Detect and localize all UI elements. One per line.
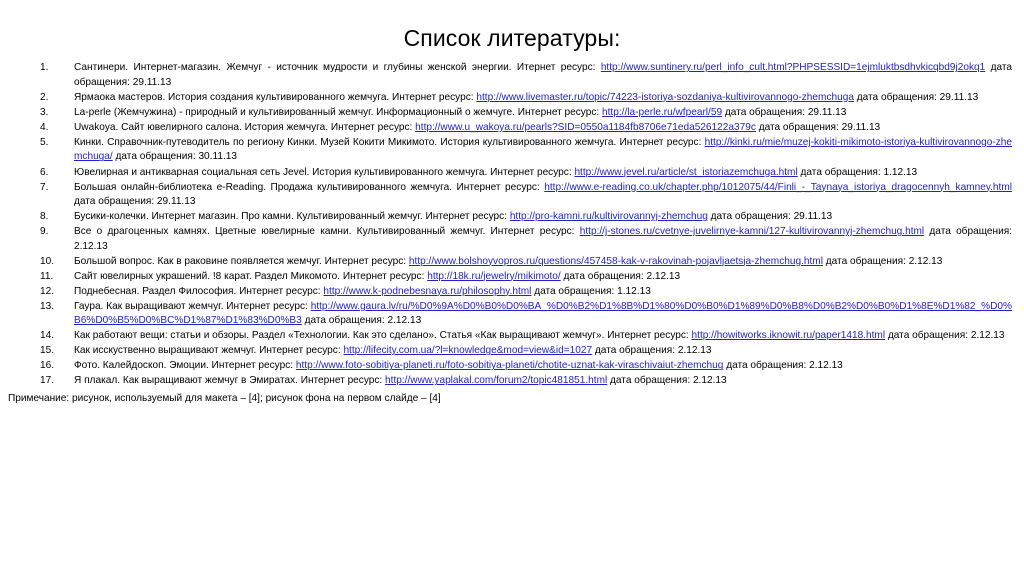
list-item-number: 6. xyxy=(40,166,49,178)
reference-link[interactable]: http://www.u_wakoya.ru/pearls?SID=0550a1184fb8706e71eda526122a379c xyxy=(415,121,756,133)
list-item-text xyxy=(74,121,1012,136)
list-item-number: 11. xyxy=(40,270,54,282)
citation-text: Большая онлайн-библиотека e-Reading. Продажа культивированного жемчуга. Интернет ресурс: xyxy=(74,181,545,193)
citation-text: Кинки. Справочник-путеводитель по региону Кинки. Музей Кокити Микимото. История культивированного жемчуга. Интернет ресурс: xyxy=(74,136,705,148)
citation-text: Сайт ювелирных украшений. !8 карат. Раздел Микомото. Интернет ресурс: xyxy=(74,270,428,282)
access-date-text: дата обращения: 30.11.13 xyxy=(112,151,237,163)
list-item-text xyxy=(74,225,1012,254)
page-title: Список литературы: xyxy=(403,25,621,51)
list-item-text xyxy=(74,329,1012,344)
list-item xyxy=(40,359,1012,374)
list-item-number: 7. xyxy=(40,181,49,193)
reference-link[interactable]: http://www.k-podnebesnaya.ru/philosophy.html xyxy=(323,285,532,297)
list-item xyxy=(40,91,1012,106)
list-item-number: 10. xyxy=(40,255,55,267)
list-item xyxy=(40,225,1012,254)
list-item-text xyxy=(74,136,1012,165)
citation-text: Как работают вещи: статьи и обзоры. Раздел «Технологии. Как это сделано». Статья «Как выращивают жемчуг». Интернет ресурс: xyxy=(74,330,692,342)
list-item-number: 15. xyxy=(40,345,55,357)
citation-text: Как исскуственно выращивают жемчуг. Интернет ресурс: xyxy=(74,345,344,357)
access-date-text: дата обращения: 2.12.13 xyxy=(822,255,943,267)
reference-link[interactable]: http://howitworks.iknowit.ru/paper1418.html xyxy=(691,330,886,342)
access-date-text: дата обращения: 29.11.13 xyxy=(707,211,833,223)
list-item-number: 3. xyxy=(40,106,49,118)
list-item xyxy=(40,210,1012,225)
citation-text: Поднебесная. Раздел Философия. Интернет ресурс: xyxy=(74,285,324,297)
list-item-number: 12. xyxy=(40,285,55,297)
reference-link[interactable]: http://www.yaplakal.com/forum2/topic481851.html xyxy=(385,375,608,387)
list-item xyxy=(40,61,1012,90)
list-item-text xyxy=(74,285,1012,300)
access-date-text: дата обращения: 2.12.13 xyxy=(592,345,712,357)
reference-link[interactable]: http://la-perle.ru/wfpearl/59 xyxy=(602,106,723,118)
list-item-number: 4. xyxy=(40,121,49,133)
reference-link[interactable]: http://lifecity.com.ua/?l=knowledge&mod=view&id=1027 xyxy=(343,345,593,357)
access-date-text: дата обращения: 29.11.13 xyxy=(755,121,881,133)
list-item-text xyxy=(74,344,1012,359)
list-item-text xyxy=(74,91,1012,106)
list-item xyxy=(40,121,1012,136)
list-item-number: 14. xyxy=(40,330,55,342)
note-text: Примечание: рисунок, используемый для макета – [4]; рисунок фона на первом слайде – [4] xyxy=(8,393,441,405)
reference-list xyxy=(0,61,1024,389)
reference-link[interactable]: http://kinki.ru/mie/muzej-kokiti-mikimoto-istoriya-kultivirovannogo-zhemchuga/ xyxy=(74,136,1012,163)
list-item-text xyxy=(74,166,1012,181)
list-item-number: 1. xyxy=(40,62,49,74)
citation-text: Гаура. Как выращивают жемчуг. Интернет ресурс: xyxy=(74,300,311,312)
access-date-text: дата обращения: 1.12.13 xyxy=(797,166,918,178)
list-item-number: 9. xyxy=(40,226,49,238)
access-date-text: дата обращения: 2.12.13 xyxy=(560,270,681,282)
access-date-text: дата обращения: 29.11.13 xyxy=(722,106,847,118)
reference-link[interactable]: http://www.suntinery.ru/perl_info_cult.html?PHPSESSID=1ejmluktbsdhvkicqbd9j2okq1 xyxy=(600,62,986,74)
reference-link[interactable]: http://18k.ru/jewelry/mikimoto/ xyxy=(427,270,561,282)
list-item xyxy=(40,285,1012,300)
list-item xyxy=(40,270,1012,285)
list-item xyxy=(40,255,1012,270)
reference-link[interactable]: http://www.livemaster.ru/topic/74223-istoriya-sozdaniya-kultivirovannogo-zhemchuga xyxy=(476,91,854,103)
reference-link[interactable]: http://pro-kamni.ru/kultivirovannyj-zhemchug xyxy=(509,211,708,223)
access-date-text: дата обращения: 2.12.13 xyxy=(723,360,843,372)
access-date-text: дата обращения: 29.11.13 xyxy=(853,91,979,103)
access-date-text: дата обращения: 2.12.13 xyxy=(301,315,422,327)
access-date-text: дата обращения: 2.12.13 xyxy=(885,330,1005,342)
citation-text: Все о драгоценных камнях. Цветные ювелирные камни. Культивированный жемчуг. Интернет ресурс: xyxy=(74,226,580,238)
list-item-text xyxy=(74,359,1012,374)
list-item xyxy=(40,136,1012,165)
list-item-text xyxy=(74,300,1012,329)
list-item-text xyxy=(74,210,1012,225)
reference-link[interactable]: http://j-stones.ru/cvetnye-juvelirnye-kamni/127-kultivirovannyj-zhemchug.html xyxy=(579,226,925,238)
reference-link[interactable]: http://www.e-reading.co.uk/chapter.php/1012075/44/Finli_-_Taynaya_istoriya_dragocennyh_kamney.html xyxy=(544,181,1012,193)
list-item-number: 13. xyxy=(40,300,55,312)
reference-link[interactable]: http://www.jevel.ru/article/st_istoriazemchuga.html xyxy=(574,166,798,178)
citation-text: La-perle (Жемчужина) - природный и культивированный жемчуг. Информационный о жемчуге. Интернет ресурс: xyxy=(74,106,603,118)
citation-text: Бусики-колечки. Интернет магазин. Про камни. Культивированный жемчуг. Интернет ресурс: xyxy=(74,211,510,223)
access-date-text: дата обращения: 29.11.13 xyxy=(74,62,1013,88)
citation-text: Ювелирная и антикварная социальная сеть Jevel. История культивированного жемчуга. Интернет ресурс: xyxy=(74,166,575,178)
list-item xyxy=(40,106,1012,121)
reference-link[interactable]: http://www.gaura.lv/ru/%D0%9A%D0%B0%D0%BA_%D0%B2%D1%8B%D1%80%D0%B0%D1%89%D0%B8%D0%B2%D0%B0%D1%8E%D1%82_%D0%B6%D0%B5%D0%BC%D1%87%D1%83%D0%B3 xyxy=(74,300,1012,327)
citation-text: Uwakoya. Сайт ювелирного салона. История жемчуга. Интернет ресурс: xyxy=(74,121,416,133)
access-date-text: дата обращения: 29.11.13 xyxy=(74,196,196,208)
list-item-text xyxy=(74,374,1012,389)
citation-text: Сантинери. Интернет-магазин. Жемчуг - источник мудрости и глубины женской энергии. Итернет ресурс: xyxy=(74,62,601,74)
citation-text: Фото. Калейдоскоп. Эмоции. Интернет ресурс: xyxy=(74,360,296,372)
list-item xyxy=(40,181,1012,210)
access-date-text: дата обращения: 1.12.13 xyxy=(531,285,651,297)
list-item xyxy=(40,329,1012,344)
citation-text: Ярмаока мастеров. История создания культивированного жемчуга. Интернет ресурс: xyxy=(74,91,477,103)
list-item-number: 2. xyxy=(40,91,49,103)
citation-text: Большой вопрос. Как в раковине появляется жемчуг. Интернет ресурс: xyxy=(74,255,409,267)
list-item-text xyxy=(74,61,1012,90)
list-item-text xyxy=(74,181,1012,210)
list-item-number: 17. xyxy=(40,375,55,387)
list-item xyxy=(40,166,1012,181)
access-date-text: дата обращения: 2.12.13 xyxy=(74,226,1012,252)
list-item-text xyxy=(74,255,1012,270)
list-item-text xyxy=(74,270,1012,285)
access-date-text: дата обращения: 2.12.13 xyxy=(607,375,727,387)
list-item-number: 16. xyxy=(40,360,55,372)
list-item xyxy=(40,374,1012,389)
reference-link[interactable]: http://www.foto-sobitiya-planeti.ru/foto-sobitiya-planeti/chotite-uznat-kak-viraschivaiut-zhemchug xyxy=(295,360,724,372)
list-item-number: 8. xyxy=(40,211,49,223)
citation-text: Я плакал. Как выращивают жемчуг в Эмиратах. Интернет ресурс: xyxy=(74,375,386,387)
list-item-text xyxy=(74,106,1012,121)
reference-link[interactable]: http://www.bolshoyvopros.ru/questions/457458-kak-v-rakovinah-pojavljaetsja-zhemchug.html xyxy=(408,255,823,267)
list-item xyxy=(40,300,1012,329)
list-item-number: 5. xyxy=(40,136,49,148)
list-item xyxy=(40,344,1012,359)
